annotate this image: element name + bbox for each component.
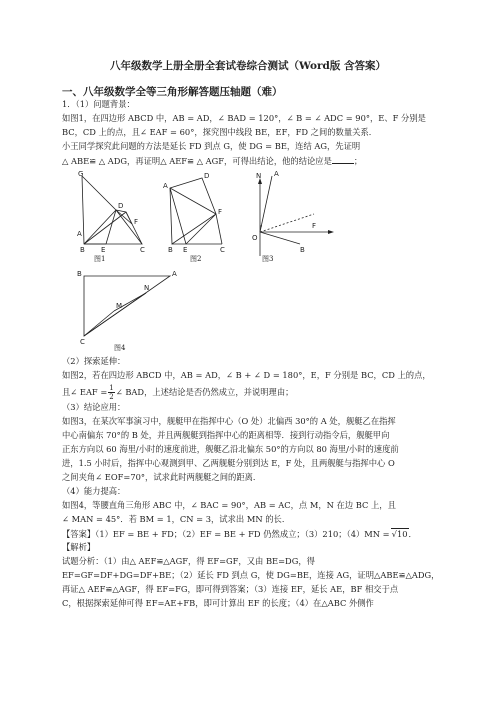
q1-line: 之间夹角∠ EOF=70°，试求此时两舰艇之间的距离．	[62, 472, 262, 482]
q1-line	[62, 384, 293, 401]
fig3-label-a: A	[274, 170, 279, 178]
fig2-label-b: B	[168, 246, 173, 254]
fig2-label-a: A	[163, 182, 168, 190]
fig2-label-e: E	[183, 246, 188, 254]
fig4-label-m: M	[116, 302, 123, 310]
q1-line: 如图1，在四边形 ABCD 中，AB = AD，∠ BAD = 120°，∠ B = ∠ ADC = 90°，E、F 分别是	[62, 113, 426, 123]
fig1-label-d: D	[118, 202, 124, 210]
answer-text: 【答案】（1）EF = BE + FD；（2）EF = BE + FD 仍然成立；（3）210；（4）MN =	[62, 529, 390, 539]
fig1-label-b: B	[80, 246, 85, 254]
sqrt-expression: √10	[391, 529, 408, 539]
q1-label: （2）探索延伸：	[62, 356, 126, 366]
answer-end: ．	[408, 529, 417, 539]
answer-line	[62, 528, 417, 539]
q1-line: 中心南偏东 70°的 B 处，并且两舰艇到指挥中心的距离相等．接到行动指令后，舰艇甲向	[62, 430, 390, 440]
fig3-label-b: B	[300, 246, 305, 254]
q1-line: ∠ MAN = 45°．若 BM = 1，CN = 3，试求出 MN 的长．	[62, 514, 291, 524]
fig1-label-g: G	[78, 170, 84, 178]
fig3-label-f: F	[312, 222, 317, 230]
fig2-label-d: D	[204, 172, 210, 180]
fig4-label-c: C	[80, 338, 85, 346]
fig2-label-c: C	[220, 246, 225, 254]
q1-line: 进，1.5 小时后，指挥中心观测到甲、乙两舰艇分别到达 E，F 处，且两舰艇与指挥中心 O	[62, 458, 395, 468]
answer-blank	[332, 155, 354, 164]
q1-line: 如图4，等腰直角三角形 ABC 中，∠ BAC = 90°，AB = AC，点 M，N 在边 BC 上，且	[62, 500, 396, 510]
fig4-caption: 图4	[114, 344, 126, 352]
sqrt-radicand: 10	[396, 529, 408, 539]
analysis-line: 试题分析：（1）由△ AEF≌△AGF，得 EF=GF，又由 BE=DG，得	[62, 556, 315, 566]
q1-label: （3）结论应用：	[62, 402, 126, 412]
q1-line: 如图3，在某次军事演习中，舰艇甲在指挥中心（O 处）北偏西 30°的 A 处，舰艇乙在指挥	[62, 416, 396, 426]
analysis-line: EF=GF=DF+DG=DF+BE；（2）延长 FD 到点 G，使 DG=BE，连接 AG，证明△ABE≌△ADG，	[62, 570, 440, 580]
fraction	[108, 384, 114, 401]
document-title: 八年级数学上册全册全套试卷综合测试（Word版 含答案）	[110, 60, 386, 72]
fig4-label-n: N	[144, 284, 150, 292]
q1-line-text: 且∠ EAF =	[62, 387, 108, 397]
analysis-line: 再证△ AEF≌△AGF，得 EF=FG，即可得到答案；（3）连接 EF，延长 AE，BF 相交于点	[62, 584, 399, 594]
fig1-label-e: E	[101, 246, 106, 254]
section-heading: 一、八年级数学全等三角形解答题压轴题（难）	[62, 86, 283, 98]
fig3-label-o: O	[252, 234, 258, 242]
q1-line: 小王同学探究此问题的方法是延长 FD 到点 G，使 DG = BE，连结 AG，先证明	[62, 141, 361, 151]
q1-line: BC，CD 上的点，且∠ EAF = 60°，探究图中线段 BE，EF，FD 之间的数量关系．	[62, 127, 378, 137]
q1-line-text: △ ABE≌ △ ADG，再证明△ AEF≌ △ AGF，可得出结论，他的结论应是	[62, 156, 332, 166]
figure-1	[74, 170, 154, 262]
fig3-label-n: N	[256, 172, 262, 180]
fig4-label-a: A	[172, 270, 177, 278]
fig1-label-a: A	[77, 230, 82, 238]
q1-label: （4）能力提高：	[62, 486, 126, 496]
q1-line	[62, 155, 362, 166]
q1-line: 如图2，若在四边形 ABCD 中，AB = AD，∠ B + ∠ D = 180°，E，F 分别是 BC，CD 上的点，	[62, 370, 431, 380]
analysis-heading: 【解析】	[62, 542, 96, 552]
fig1-label-f: F	[134, 218, 139, 226]
fig1-caption: 图1	[94, 255, 106, 263]
figure-3	[246, 170, 336, 262]
fig2-label-f: F	[218, 208, 223, 216]
figure-4	[74, 266, 184, 352]
fraction-denominator: 2	[109, 393, 114, 401]
q1-label: 1．（1）问题背景：	[62, 99, 135, 109]
fig2-caption: 图2	[190, 255, 202, 263]
analysis-line: C，根据探索延伸可得 EF=AE+FB，即可计算出 EF 的长度；（4）在△ABC 外侧作	[62, 598, 374, 608]
q1-line-text: ∠ BAD，上述结论是否仍然成立，并说明理由；	[115, 387, 294, 397]
fig4-label-b: B	[77, 270, 82, 278]
q1-line: 正东方向以 60 海里/小时的速度前进，舰艇乙沿北偏东 50°的方向以 80 海里/小时的速度前	[62, 444, 399, 454]
figure-2	[160, 170, 240, 262]
fraction-numerator: 1	[109, 384, 114, 392]
fig3-caption: 图3	[262, 255, 274, 263]
fig1-label-c: C	[140, 246, 145, 254]
q1-line-end: ；	[353, 156, 363, 166]
